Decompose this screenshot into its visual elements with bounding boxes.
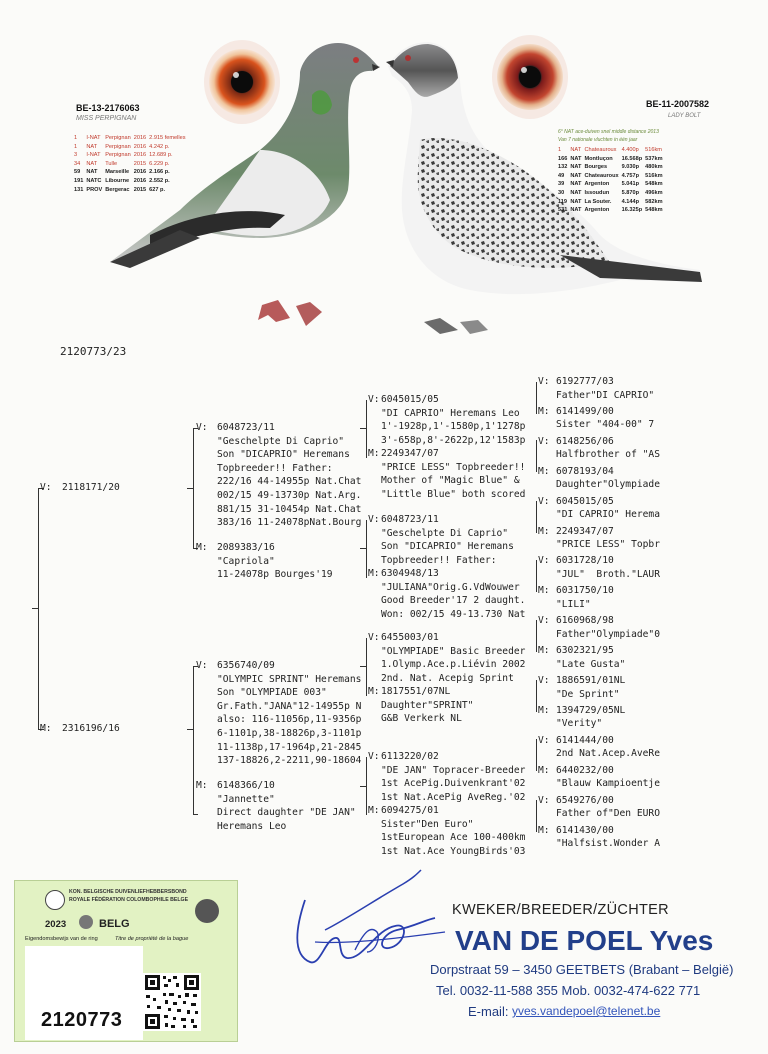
bracket-gen3 — [366, 400, 367, 458]
right-result-cell-pos: 531 — [558, 207, 568, 214]
right-result-cell-dist: 548km — [645, 181, 663, 188]
right-result-row — [558, 180, 666, 189]
right-result-cell-dist: 516km — [645, 147, 662, 153]
right-result-cell-prize: 9.030p — [621, 164, 640, 171]
gen3-a_m-line: "PRICE LESS" Topbreeder!! — [381, 461, 526, 473]
gen4-label: V: — [538, 495, 550, 507]
left-pigeon-ring: BE-13-2176063 — [76, 103, 140, 113]
gen3-c_v-line: 1.Olymp.Ace.p.Liévin 2002 — [381, 659, 526, 671]
left-result-cell-race: Libourne — [105, 177, 130, 184]
left-result-cell-prize: 4.242 p. — [149, 143, 170, 150]
right-result-row — [558, 189, 666, 198]
label-m: M: — [368, 568, 380, 579]
gen4-label: V: — [538, 734, 550, 746]
left-result-row — [74, 160, 189, 169]
gen2-v_block-line: "Geschelpte Di Caprio" — [217, 435, 345, 447]
right-result-cell-race: Argenton — [584, 207, 610, 214]
left-result-cell-year: 2016 — [133, 177, 147, 184]
gen3-d_m-line: 1stEuropean Ace 100-400km — [381, 832, 526, 844]
gen4-entry-line: "Halfsist.Wonder A — [556, 838, 660, 850]
gen2-dam2-block — [217, 779, 356, 833]
gen4-entry-line: 6549276/00 — [556, 794, 614, 806]
gen4-entry — [556, 465, 660, 492]
gen3-a_m-line: Mother of "Magic Blue" & — [381, 475, 520, 487]
gen3-b_v-line: Son "DICAPRIO" Heremans — [381, 541, 514, 553]
gen4-entry-line: "Late Gusta" — [556, 658, 626, 670]
crown-icon — [79, 915, 93, 929]
gen2-dam-block — [217, 541, 333, 582]
gen4-entry — [556, 704, 625, 731]
right-result-cell-dist: 516km — [645, 172, 663, 179]
bracket-tick — [360, 548, 366, 549]
gen3-b_m-line: 6304948/13 — [381, 568, 439, 579]
left-result-cell-year: 2015 — [133, 160, 147, 167]
gen4-label: M: — [538, 465, 550, 477]
gen3-b_v-line: Topbreeder!! Father: — [381, 554, 497, 566]
right-result-cell-prize: 16.325p — [621, 207, 643, 214]
gen4-entry — [556, 734, 660, 761]
right-result-cell-prize: 4.400p — [621, 147, 639, 153]
gen2-v2_block-line: Gr.Fath."JANA"12-14955p N — [217, 700, 362, 712]
gen4-entry-line: 6141430/00 — [556, 824, 614, 836]
gen4-entry — [556, 644, 625, 671]
gen2-m_block-line: "Capriola" — [217, 555, 275, 567]
bracket-tick — [360, 786, 366, 787]
gen4-label: V: — [538, 435, 550, 447]
gen3-a_v-line: 1'-1928p,1'-1580p,1'1278p — [381, 421, 526, 433]
left-result-cell-cls: NAT — [86, 160, 98, 167]
gen2-v2_block-line: 6-1101p,38-18826p,3-1101p — [217, 727, 362, 739]
breeder-email-link[interactable]: yves.vandepoel@telenet.be — [512, 1004, 661, 1018]
gen3-c-sire — [381, 631, 525, 685]
label-v: V: — [368, 514, 380, 525]
gen2-sire-block — [217, 421, 361, 530]
right-result-cell-race: Argenton — [584, 181, 610, 188]
label-v: V: — [368, 632, 380, 643]
right-result-row — [558, 172, 666, 181]
card-country: BELG — [99, 918, 130, 930]
right-result-cell-prize: 16.568p — [621, 155, 643, 162]
left-result-cell-pos: 131 — [74, 186, 84, 193]
gen2-v_block-line: 383/16 11-24078pNat.Bourg — [217, 517, 362, 529]
label-m: M: — [196, 780, 208, 791]
dam-ring: 2316196/16 — [62, 723, 120, 734]
gen4-entry-line: "JUL" Broth."LAUR — [556, 568, 660, 580]
right-result-cell-dist: 496km — [645, 189, 663, 196]
gen4-label: M: — [538, 525, 550, 537]
gen4-entry-line: Father"Olympiade"0 — [556, 628, 660, 640]
right-result-cell-cls: NAT — [570, 181, 582, 188]
bracket-gen4 — [536, 440, 537, 472]
gen4-entry — [556, 764, 660, 791]
gen4-entry-line: 6078193/04 — [556, 465, 614, 477]
bracket-gen1 — [38, 488, 39, 730]
gen4-label: M: — [538, 824, 550, 836]
left-result-cell-cls: NAT — [86, 143, 98, 150]
left-result-cell-pos: 1 — [74, 143, 78, 150]
bracket-tick — [32, 608, 38, 609]
bracket-gen3 — [366, 638, 367, 696]
gen4-entry — [556, 375, 654, 402]
gen4-entry — [556, 554, 660, 581]
gen2-m2_block-line: 6148366/10 — [217, 780, 275, 791]
left-result-cell-prize: 2.166 p. — [149, 169, 170, 176]
breeder-heading: KWEKER/BREEDER/ZÜCHTER — [452, 902, 669, 918]
card-number: 2120773 — [41, 1009, 123, 1031]
bracket-gen4 — [536, 382, 537, 414]
signature-image — [285, 860, 455, 975]
right-result-cell-race: Bourges — [584, 164, 608, 171]
label-v: V: — [196, 422, 208, 433]
left-result-cell-prize: 2.915 femelles — [149, 135, 186, 141]
gen3-d-sire — [381, 750, 525, 804]
gen3-d_v-line: 1st AcePig.Duivenkrant'02 — [381, 778, 526, 790]
card-org2: ROYALE FÉDÉRATION COLOMBOPHILE BELGE — [69, 897, 189, 903]
right-eye-icon — [492, 35, 568, 119]
left-result-cell-prize: 12.689 p. — [149, 152, 173, 159]
gen2-v2_block-line: also: 116-11056p,11-9356p — [217, 714, 362, 726]
breeder-email-label: E-mail: — [468, 1004, 509, 1019]
bracket-gen4 — [536, 560, 537, 592]
card-org1: KON. BELGISCHE DUIVENLIEFHEBBERSBOND — [69, 889, 187, 895]
left-result-cell-race: Tulle — [105, 160, 118, 167]
gen3-c-dam — [381, 685, 473, 726]
left-result-cell-cls: NAT — [86, 169, 98, 176]
gen3-c_m-line: G&B Verkerk NL — [381, 713, 462, 725]
left-result-cell-year: 2016 — [133, 169, 147, 176]
left-result-cell-year: 2015 — [133, 186, 147, 193]
gen4-entry-line: Father"DI CAPRIO" — [556, 389, 655, 401]
bracket-gen4 — [536, 800, 537, 832]
right-pigeon-name: LADY BOLT — [668, 113, 701, 119]
left-pigeon-results — [74, 134, 189, 194]
gen4-label: V: — [538, 376, 550, 387]
breeder-address: Dorpstraat 59 – 3450 GEETBETS (Brabant – België) — [430, 962, 734, 977]
left-result-row — [74, 168, 189, 177]
right-result-cell-race: Chateauroux — [584, 147, 617, 153]
left-result-cell-year: 2016 — [133, 152, 147, 159]
gen3-c_m-line: 1817551/07NL — [381, 686, 451, 697]
left-result-cell-year: 2016 — [133, 143, 147, 150]
sire-ring: 2118171/20 — [62, 482, 120, 493]
gen4-label: M: — [538, 405, 550, 417]
left-result-row — [74, 151, 189, 160]
gen3-a-dam — [381, 447, 525, 501]
left-result-row — [74, 134, 189, 143]
card-title-fr: Titre de propriété de la bague — [115, 936, 189, 942]
gen4-label: M: — [538, 764, 550, 776]
right-result-cell-race: Chateauroux — [584, 172, 619, 179]
right-result-cell-prize: 5.870p — [621, 189, 640, 196]
breeder-phone: Tel. 0032-11-588 355 Mob. 0032-474-622 771 — [436, 983, 701, 998]
gen2-m2_block-line: Direct daughter "DE JAN" — [217, 807, 356, 819]
gen2-sire2-block — [217, 659, 361, 768]
right-result-cell-pos: 166 — [558, 155, 568, 162]
gen4-entry — [556, 794, 660, 821]
bracket-gen2-bottom — [193, 666, 194, 815]
right-result-row — [558, 146, 666, 155]
bracket-tick — [187, 488, 193, 489]
gen4-entry — [556, 584, 614, 611]
gen4-entry-line: 1886591/01NL — [556, 675, 626, 686]
label-m: M: — [368, 686, 380, 697]
gen4-entry-line: 2nd Nat.Acep.AveRe — [556, 748, 660, 760]
gen4-entry-line: 1394729/05NL — [556, 704, 626, 716]
label-m: M: — [368, 448, 380, 459]
left-result-row — [74, 143, 189, 152]
gen4-entry-line: "Verity" — [556, 718, 603, 730]
right-result-cell-cls: NAT — [570, 189, 582, 196]
right-result-row — [558, 163, 666, 172]
left-result-cell-race: Bergerac — [105, 186, 130, 193]
bracket-gen4 — [536, 501, 537, 533]
gen3-a_m-line: "Little Blue" both scored — [381, 488, 526, 500]
ownership-card — [14, 880, 238, 1042]
gen3-a_m-line: 2249347/07 — [381, 448, 439, 459]
gen4-entry-line: 6440232/00 — [556, 764, 614, 776]
label-v: V: — [196, 660, 208, 671]
gen4-entry — [556, 405, 654, 432]
gen2-m2_block-line: Heremans Leo — [217, 820, 287, 832]
gen2-m_block-line: 2089383/16 — [217, 542, 275, 553]
gen4-entry-line: 6045015/05 — [556, 495, 614, 507]
right-result-cell-pos: 1 — [558, 147, 562, 153]
left-result-cell-cls: I-NAT — [86, 135, 101, 141]
gen3-d_m-line: 6094275/01 — [381, 805, 439, 816]
gen4-entry-line: 6302321/95 — [556, 645, 614, 657]
bracket-gen4 — [536, 739, 537, 771]
bracket-gen3 — [366, 757, 367, 815]
right-result-cell-race: Montluçon — [584, 155, 613, 162]
right-result-cell-prize: 4.757p — [621, 172, 640, 179]
gen4-label: V: — [538, 615, 550, 627]
card-year: 2023 — [45, 919, 67, 930]
bracket-gen4 — [536, 680, 537, 712]
gen4-entry-line: Daughter"Olympiade — [556, 479, 660, 491]
gen3-b_v-line: "Geschelpte Di Caprio" — [381, 527, 509, 539]
left-result-row — [74, 186, 189, 195]
right-result-row — [558, 198, 666, 207]
left-result-cell-pos: 1 — [74, 135, 78, 141]
left-result-cell-year: 2016 — [133, 135, 147, 141]
gen4-entry-line: 6160968/98 — [556, 615, 614, 627]
right-result-cell-race: Issoudun — [584, 189, 610, 196]
right-result-cell-pos: 39 — [558, 181, 565, 188]
gen3-b-sire — [381, 513, 514, 567]
qr-code-icon — [143, 973, 201, 1031]
gen4-entry-line: 2249347/07 — [556, 525, 614, 537]
gen4-label: V: — [538, 794, 550, 806]
left-result-cell-cls: PROV — [86, 186, 103, 193]
gen4-entry-line: 6031750/10 — [556, 585, 614, 597]
gen4-label: M: — [538, 585, 550, 597]
gen3-d_v-line: 1st Nat.AcePig AveReg.'02 — [381, 791, 526, 803]
federation-logo-icon — [45, 890, 65, 910]
breeder-name: VAN DE POEL Yves — [455, 925, 714, 956]
right-pigeon-note1: 6° NAT ace-duiven snel middle distance 2013 — [558, 129, 659, 135]
gen4-entry — [556, 824, 660, 851]
gen2-v_block-line: 222/16 44-14955p Nat.Chat — [217, 476, 362, 488]
gen4-entry — [556, 614, 660, 641]
left-result-cell-pos: 59 — [74, 169, 81, 176]
left-result-cell-race: Perpignan — [105, 143, 131, 150]
gen4-entry-line: "Blauw Kampioentje — [556, 778, 660, 790]
right-result-cell-prize: 4.144p — [621, 198, 640, 205]
gen2-v_block-line: Topbreeder!! Father: — [217, 462, 333, 474]
gen4-entry — [556, 674, 625, 701]
bracket-gen3 — [366, 520, 367, 578]
gen2-v_block-line: Son "DICAPRIO" Heremans — [217, 449, 350, 461]
gen3-b-dam — [381, 567, 525, 621]
gen3-b_m-line: Good Breeder'17 2 daught. — [381, 595, 526, 607]
gen2-v_block-line: 002/15 49-13730p Nat.Arg. — [217, 489, 362, 501]
gen4-entry-line: "PRICE LESS" Topbr — [556, 539, 660, 551]
gen4-entry-line: 6141499/00 — [556, 405, 614, 417]
gen2-v_block-line: 881/15 31-10454p Nat.Chat — [217, 503, 362, 515]
card-title-nl: Eigendomsbewijs van de ring — [25, 936, 98, 942]
gen4-entry-line: 6192777/03 — [556, 376, 614, 387]
gen3-a-sire — [381, 393, 525, 447]
left-result-cell-prize: 6.229 p. — [149, 160, 170, 167]
right-pigeon-results — [558, 146, 666, 215]
right-result-cell-pos: 119 — [558, 198, 568, 205]
gen4-entry-line: "De Sprint" — [556, 688, 620, 700]
right-pigeon-ring: BE-11-2007582 — [646, 99, 710, 109]
left-result-cell-pos: 191 — [74, 177, 84, 184]
right-result-row — [558, 206, 666, 215]
right-result-cell-pos: 49 — [558, 172, 565, 179]
gen4-label: M: — [538, 645, 550, 657]
right-result-cell-prize: 5.041p — [621, 181, 640, 188]
right-result-cell-cls: NAT — [570, 155, 582, 162]
gen2-v_block-line: 6048723/11 — [217, 422, 275, 433]
right-result-row — [558, 155, 666, 164]
left-eye-icon — [204, 40, 280, 124]
gen3-b_m-line: "JULIANA"Orig.G.VdWouwer — [381, 581, 520, 593]
right-result-cell-cls: NAT — [570, 172, 582, 179]
gen4-entry-line: "DI CAPRIO" Herema — [556, 509, 660, 521]
gen4-entry-line: Sister "404-00" 7 — [556, 419, 655, 431]
left-result-cell-cls: I-NAT — [86, 152, 101, 159]
left-result-cell-cls: NATC — [86, 177, 102, 184]
right-result-cell-dist: 537km — [645, 155, 663, 162]
gen2-v2_block-line: 6356740/09 — [217, 660, 275, 671]
right-pigeon-note2: Van 7 nationale vluchten in één jaar — [558, 137, 638, 143]
gen3-d_m-line: 1st Nat.Ace YoungBirds'03 — [381, 845, 526, 857]
left-result-cell-prize: 627 p. — [149, 186, 166, 193]
gen3-b_m-line: Won: 002/15 49-13.730 Nat — [381, 608, 526, 620]
left-result-cell-race: Marseille — [105, 169, 130, 176]
gen3-a_v-line: 3'-658p,8'-2622p,12'1583p — [381, 434, 526, 446]
bracket-gen4 — [536, 620, 537, 652]
right-result-cell-cls: NAT — [570, 147, 582, 153]
gen3-d_m-line: Sister"Den Euro" — [381, 818, 474, 830]
right-result-cell-dist: 548km — [645, 207, 663, 214]
gen3-d_v-line: 6113220/02 — [381, 751, 439, 762]
gen3-c_v-line: 2nd. Nat. Acepig Sprint — [381, 672, 514, 684]
right-result-cell-cls: NAT — [570, 164, 582, 171]
right-result-cell-pos: 132 — [558, 164, 568, 171]
bracket-tick — [193, 814, 198, 815]
gen4-entry-line: Father of"Den EURO — [556, 808, 660, 820]
gen2-m_block-line: 11-24078p Bourges'19 — [217, 569, 333, 581]
label-m: M: — [196, 542, 208, 553]
gen4-label: V: — [538, 555, 550, 567]
gen2-v2_block-line: 11-1138p,17-1964p,21-2845 — [217, 741, 362, 753]
gen4-entry-line: Halfbrother of "AS — [556, 449, 660, 461]
gen2-v2_block-line: "OLYMPIC SPRINT" Heremans — [217, 673, 362, 685]
gen3-d-dam — [381, 804, 525, 858]
gen4-entry-line: 6148256/06 — [556, 435, 614, 447]
right-result-cell-dist: 480km — [645, 164, 663, 171]
gen2-v2_block-line: 137-18826,2-2211,90-18604 — [217, 755, 362, 767]
left-result-cell-pos: 34 — [74, 160, 81, 167]
gen4-entry-line: "LILI" — [556, 598, 591, 610]
right-result-cell-cls: NAT — [570, 198, 582, 205]
bracket-tick — [187, 729, 193, 730]
gen3-b_v-line: 6048723/11 — [381, 514, 439, 525]
gen4-entry — [556, 435, 660, 462]
gen3-c_v-line: 6455003/01 — [381, 632, 439, 643]
gen4-label: V: — [538, 675, 550, 686]
label-m: M: — [368, 805, 380, 816]
left-pigeon-name: MISS PERPIGNAN — [76, 115, 137, 122]
ring-number: 2120773/23 — [60, 345, 127, 358]
gen2-m2_block-line: "Jannette" — [217, 793, 275, 805]
left-result-cell-prize: 2.552 p. — [149, 177, 170, 184]
label-v: V: — [368, 394, 380, 405]
gen3-a_v-line: 6045015/05 — [381, 394, 439, 405]
gen2-v2_block-line: Son "OLYMPIADE 003" — [217, 687, 327, 699]
pigeon-emblem-icon — [195, 899, 219, 923]
left-result-cell-pos: 3 — [74, 152, 78, 159]
gen3-a_v-line: "DI CAPRIO" Heremans Leo — [381, 407, 520, 419]
gen4-entry — [556, 495, 660, 522]
bracket-gen2-top — [193, 428, 194, 549]
gen3-c_v-line: "OLYMPIADE" Basic Breeder — [381, 645, 526, 657]
gen4-label: M: — [538, 704, 550, 716]
gen4-entry-line: 6141444/00 — [556, 734, 614, 746]
left-result-cell-race: Perpignan — [105, 135, 131, 141]
gen4-entry — [556, 525, 660, 552]
right-result-cell-pos: 30 — [558, 189, 565, 196]
label-v: V: — [368, 751, 380, 762]
right-result-cell-cls: NAT — [570, 207, 582, 214]
right-result-cell-dist: 582km — [645, 198, 663, 205]
left-result-cell-race: Perpignan — [105, 152, 131, 159]
right-result-cell-race: La Souter. — [584, 198, 612, 205]
dam-label: M: — [40, 723, 52, 734]
gen3-c_m-line: Daughter"SPRINT" — [381, 699, 474, 711]
sire-label: V: — [40, 482, 52, 493]
gen3-d_v-line: "DE JAN" Topracer-Breeder — [381, 764, 526, 776]
gen4-entry-line: 6031728/10 — [556, 555, 614, 567]
left-result-row — [74, 177, 189, 186]
